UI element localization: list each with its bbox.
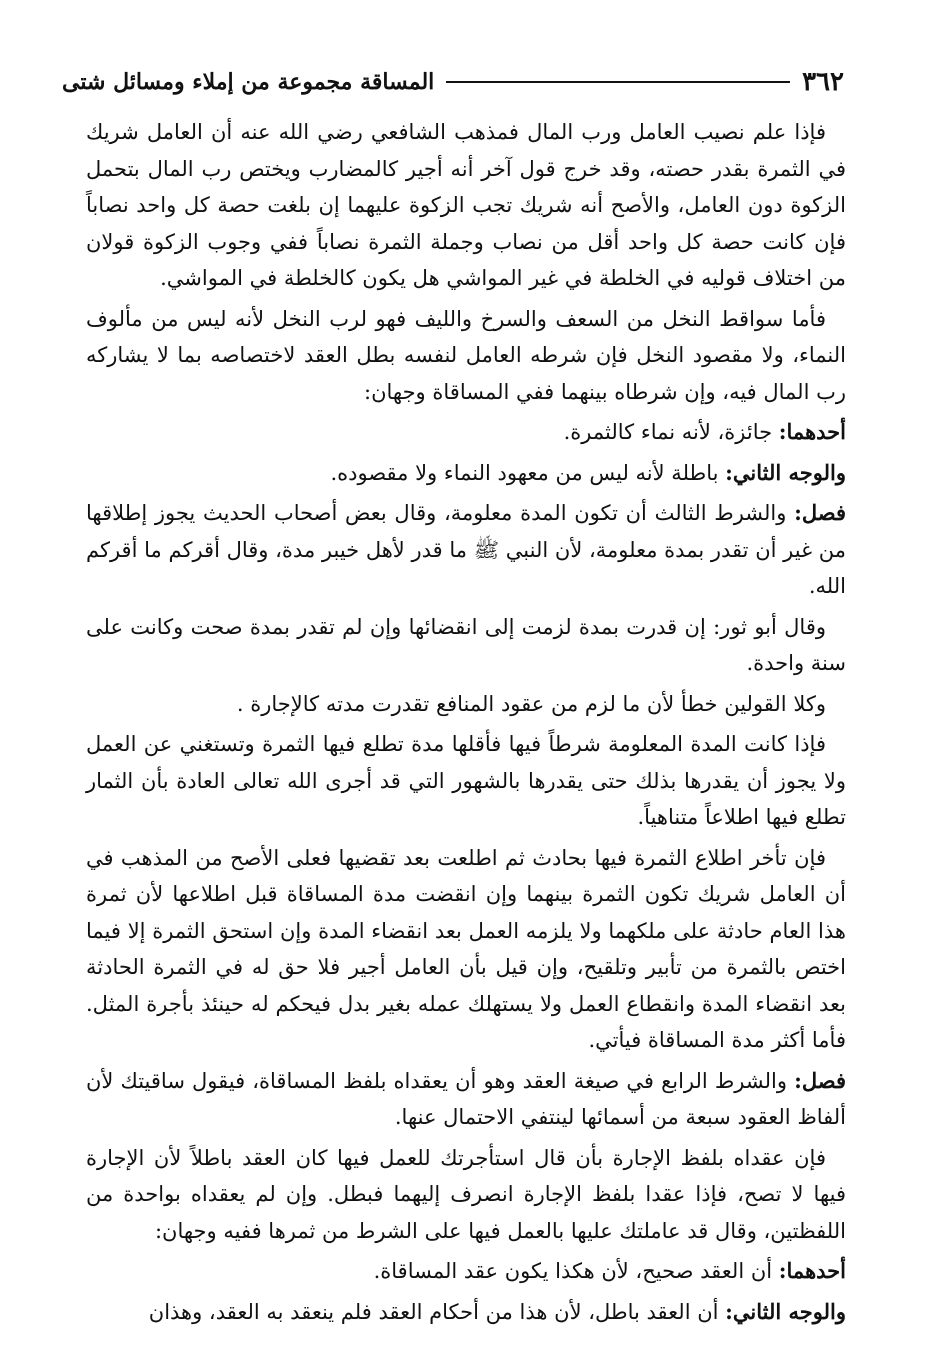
paragraph-text: أن العقد صحيح، لأن هكذا يكون عقد المساقاة. <box>373 1259 779 1283</box>
section-label: أحدهما: <box>778 1258 846 1283</box>
paragraph <box>86 1294 846 1331</box>
paragraph-text: والشرط الثالث أن تكون المدة معلومة، وقال بعض أصحاب الحديث يجوز إطلاقها من غير أن تقدر بمدة معلومة، لأن النبي ﷺ ما قدر لأهل خيبر مدة، وقال أقركم ما أقركم الله. <box>86 501 846 598</box>
paragraph-text: فأما سواقط النخل من السعف والسرخ والليف فهو لرب النخل لأنه ليس من مألوف النماء، ولا مقصود النخل فإن شرطه العامل لنفسه بطل العقد لاختصاصه بما لا يشاركه رب المال فيه، وإن شرطاه بينهما ففي المساقاة وجهان: <box>86 306 846 404</box>
paragraph-text: أن العقد باطل، لأن هذا من أحكام العقد فلم ينعقد به العقد، وهذان <box>148 1299 726 1324</box>
section-label: أحدهما: <box>778 419 846 444</box>
paragraph-text: فإن عقداه بلفظ الإجارة بأن قال استأجرتك للعمل فيها كان العقد باطلاً لأن الإجارة فيها لا تصح، فإذا عقدا بلفظ الإجارة انصرف إليهما فبطل. وإن لم يعقداه بواحدة من اللفظتين، وقال قد عاملتك عليها بالعمل فيها على الشرط من ثمرها ففيه وجهان: <box>86 1145 846 1243</box>
page-number: ٣٦٢ <box>802 67 844 97</box>
paragraph-text: فإن تأخر اطلاع الثمرة فيها بحادث ثم اطلعت بعد تقضيها فعلى الأصح من المذهب في أن العامل شريك تكون الثمرة بينهما وإن انقضت مدة المساقاة قبل اطلاعها لأن ثمرة هذا العام حادثة على ملكهما ولا يلزمه العمل بعد انقضاء المدة وإن استحق الثمرة إلا فيما اختص بالثمرة من تأبير وتلقيح، وإن قيل بأن العامل أجير فلا حق له في الثمرة الحادثة بعد انقضاء المدة وانقطاع العمل ولا يستهلك عمله بغير بدل فيحكم له حينئذ بأجرة المثل. فأما أكثر مدة المساقاة فيأتي. <box>86 845 846 1052</box>
section-label: والوجه الثاني: <box>725 459 846 485</box>
paragraph <box>86 1253 846 1290</box>
paragraph-text: جائزة، لأنه نماء كالثمرة. <box>563 420 779 444</box>
paragraph <box>86 301 846 411</box>
paragraph-text: باطلة لأنه ليس من معهود النماء ولا مقصوده. <box>330 460 726 485</box>
paragraph <box>86 1063 846 1136</box>
section-label: فصل: <box>794 500 846 525</box>
running-title: المساقة مجموعة من إملاء ومسائل شتى <box>62 69 435 95</box>
paragraph <box>86 495 846 605</box>
paragraph <box>86 114 846 297</box>
paragraph <box>86 1140 846 1250</box>
page-body <box>86 114 846 1334</box>
paragraph <box>86 455 846 492</box>
paragraph <box>86 726 846 836</box>
header-rule <box>446 81 790 83</box>
paragraph-text: فإذا كانت المدة المعلومة شرطاً فيها فأقلها مدة تطلع فيها الثمرة وتستغني عن العمل ولا يجوز أن يقدرها بذلك حتى يقدرها بالشهور التي قد أجرى الله تعالى العادة بأن الثمار تطلع فيها اطلاعاً متناهياً. <box>86 732 846 829</box>
section-label: فصل: <box>794 1067 846 1093</box>
page-header <box>62 62 844 102</box>
section-label: والوجه الثاني: <box>725 1298 846 1324</box>
paragraph <box>86 686 846 723</box>
paragraph <box>86 609 846 682</box>
paragraph-text: وكلا القولين خطأ لأن ما لزم من عقود المنافع تقدرت مدته كالإجارة . <box>236 691 826 716</box>
paragraph-text: والشرط الرابع في صيغة العقد وهو أن يعقداه بلفظ المساقاة، فيقول ساقيتك لأن ألفاظ العقود سبعة من أسمائها لينتفي الاحتمال عنها. <box>86 1068 846 1129</box>
paragraph-text: وقال أبو ثور: إن قدرت بمدة لزمت إلى انقضائها وإن لم تقدر بمدة صحت وكانت على سنة واحدة. <box>86 614 846 675</box>
paragraph <box>86 414 846 451</box>
paragraph <box>86 840 846 1059</box>
paragraph-text: فإذا علم نصيب العامل ورب المال فمذهب الشافعي رضي الله عنه أن العامل شريك في الثمرة بقدر حصته، وقد خرج قول آخر أنه أجير كالمضارب ويختص رب المال بتحمل الزكوة دون العامل، والأصح أنه شريك تجب الزكوة عليهما إن بلغت حصة كل واحد نصاباً فإن كانت حصة كل واحد أقل من نصاب وجملة الثمرة نصاباً ففي وجوب الزكوة قولان من اختلاف قوليه في الخلطة في غير المواشي هل يكون كالخلطة في المواشي. <box>86 120 846 290</box>
